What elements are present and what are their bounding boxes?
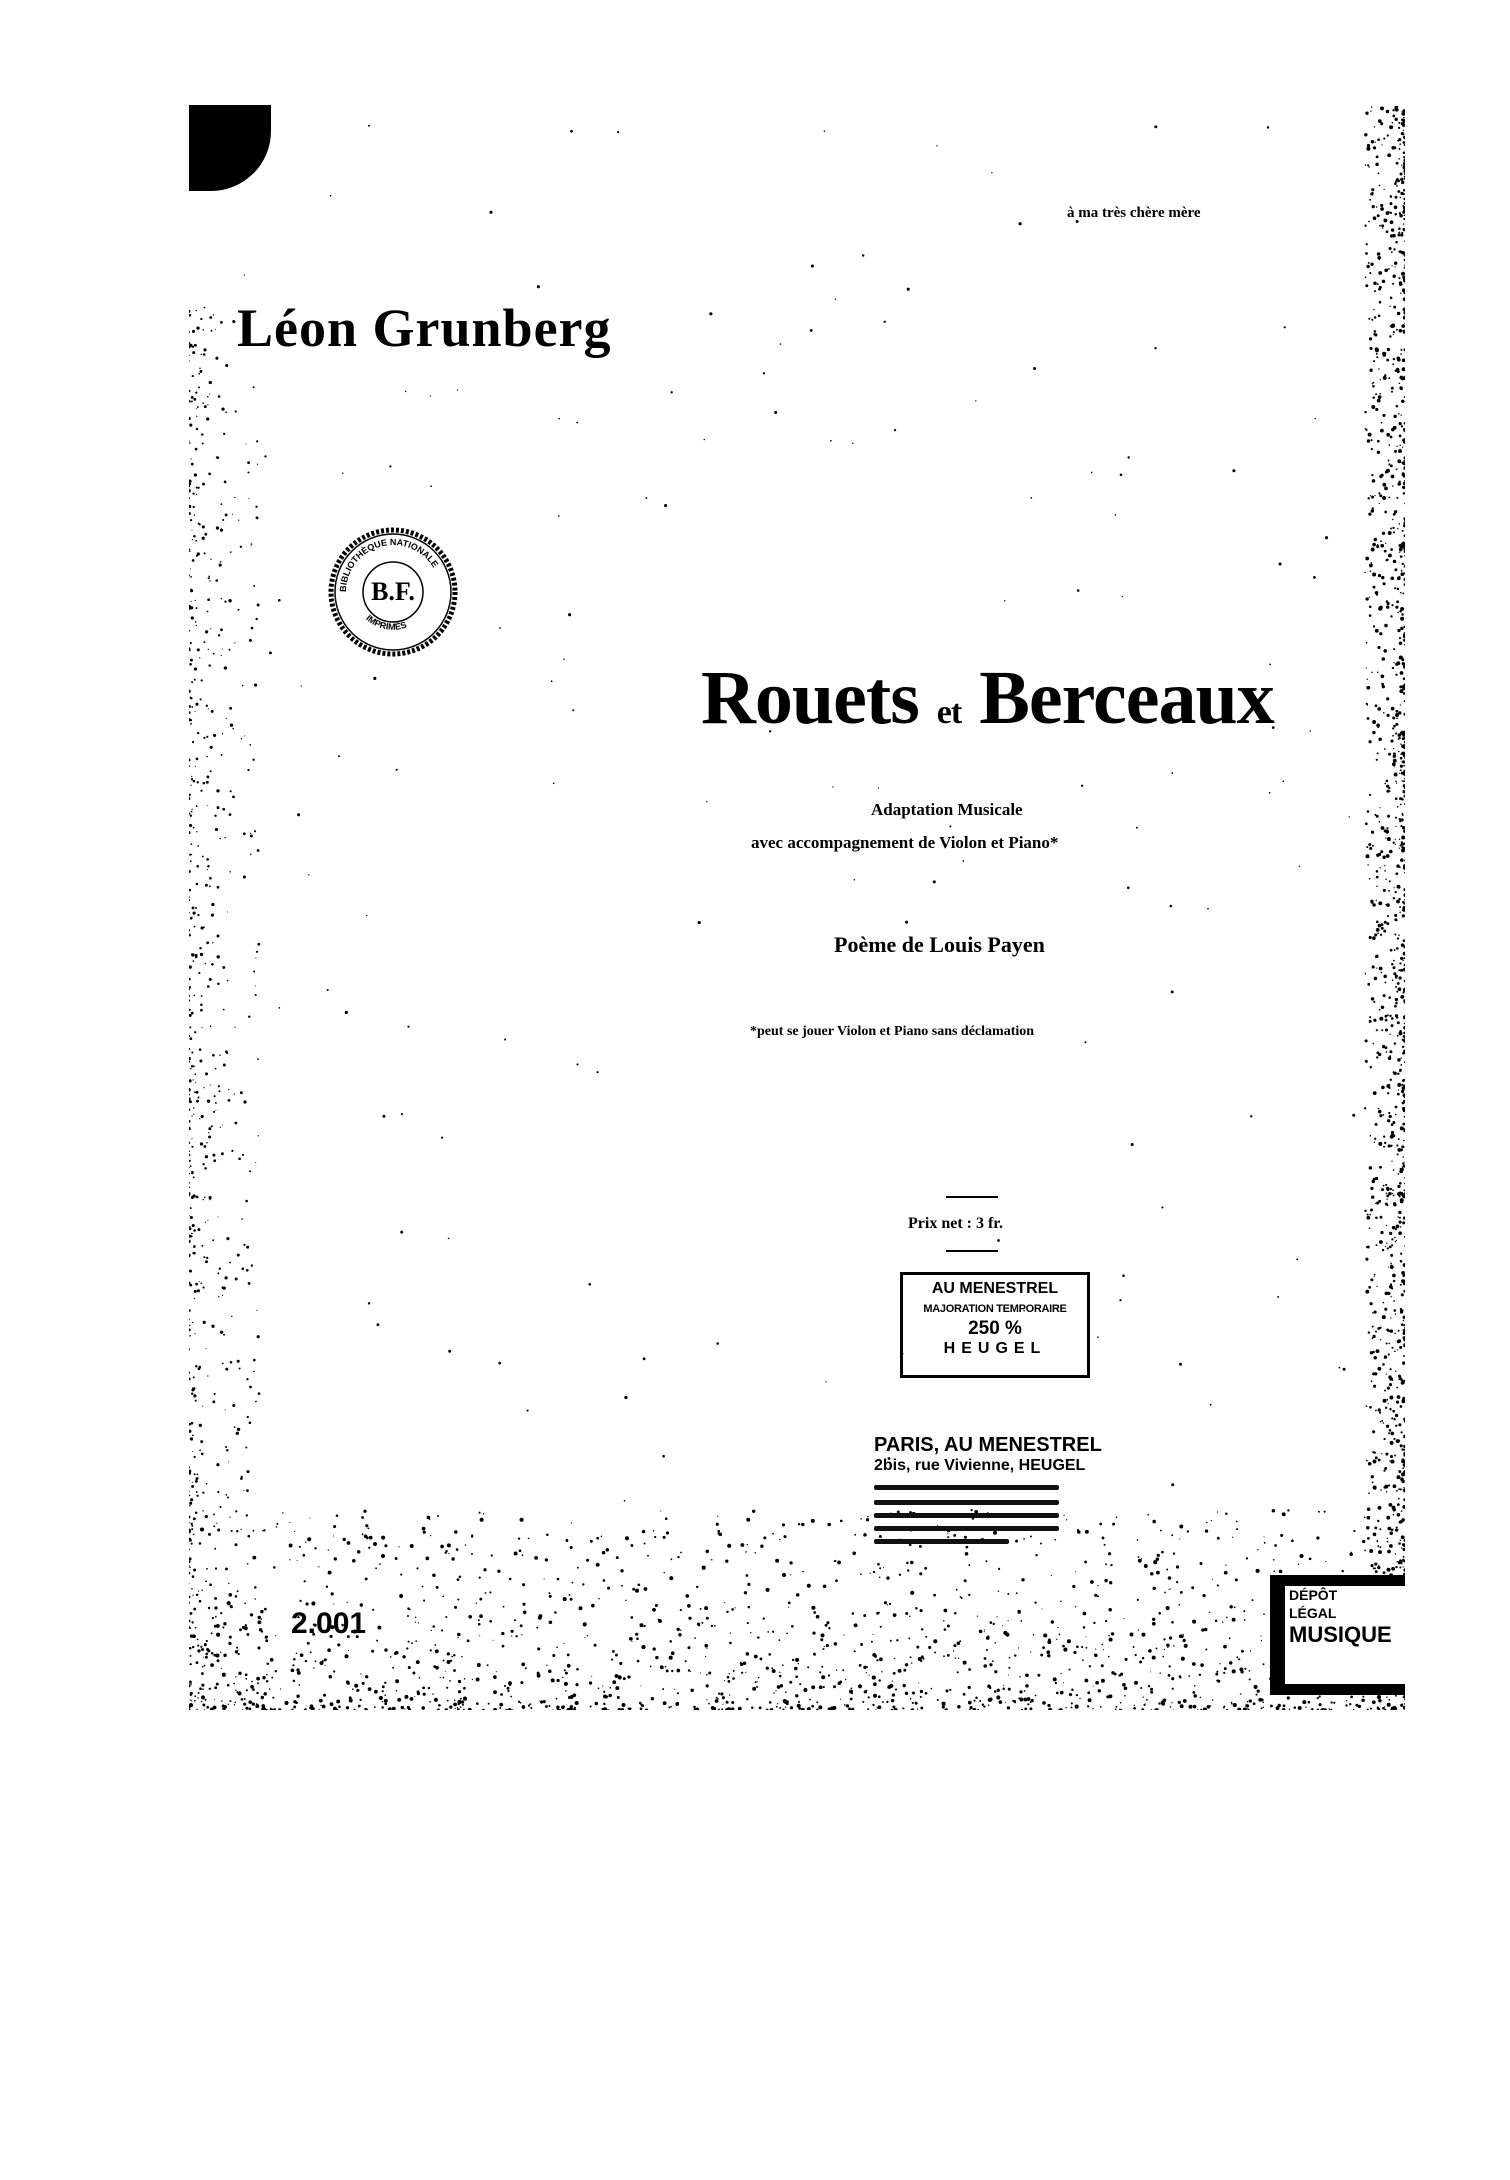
- subtitle-line-1: Adaptation Musicale: [871, 800, 1023, 819]
- deposit-stamp-line-1: DÉPÔT: [1289, 1587, 1338, 1603]
- svg-text:IMPRIMÉS: [364, 613, 408, 632]
- stamp-line-4: HEUGEL: [943, 1340, 1047, 1357]
- seal-center-text: B.F.: [371, 577, 415, 606]
- composer-name: Léon Grunberg: [237, 298, 612, 358]
- price-rule-top: [946, 1196, 998, 1198]
- stamp-line-3: 250 %: [968, 1318, 1022, 1339]
- publisher-line-1: PARIS, AU MENESTREL: [874, 1434, 1102, 1456]
- publisher-fine-print: [874, 1539, 1009, 1544]
- poem-credit: Poème de Louis Payen: [834, 932, 1045, 957]
- dedication: à ma très chère mère: [1067, 205, 1201, 221]
- title-connector: et: [936, 694, 962, 731]
- deposit-stamp-line-3: MUSIQUE: [1289, 1622, 1392, 1647]
- price-surcharge-stamp: [900, 1272, 1090, 1378]
- price-rule-bottom: [946, 1250, 998, 1252]
- bottom-left-mark: 2.001: [291, 1607, 367, 1640]
- publisher-fine-print: [874, 1513, 1059, 1518]
- seal-bottom-text: IMPRIMÉS: [364, 612, 408, 632]
- legal-deposit-stamp: [1270, 1575, 1405, 1695]
- publisher-fine-print: [874, 1485, 1059, 1490]
- deposit-stamp-line-2: LÉGAL: [1289, 1605, 1337, 1621]
- seal-ring-text: BIBLIOTHÈQUE NATIONALE: [337, 536, 441, 593]
- title-part-2: Berceaux: [979, 656, 1274, 740]
- library-seal: [326, 525, 460, 659]
- work-title: [701, 655, 1274, 742]
- stamp-line-2: MAJORATION TEMPORAIRE: [923, 1303, 1067, 1315]
- price: Prix net : 3 fr.: [908, 1215, 1003, 1232]
- publisher-fine-print: [874, 1500, 1059, 1505]
- stamp-line-1: AU MENESTREL: [931, 1280, 1059, 1297]
- title-part-1: Rouets: [701, 656, 919, 740]
- footnote: *peut se jouer Violon et Piano sans déclamation: [750, 1024, 1035, 1039]
- publisher-line-2: 2bis, rue Vivienne, HEUGEL: [874, 1457, 1086, 1474]
- scanned-page: [189, 105, 1405, 1710]
- subtitle-line-2: avec accompagnement de Violon et Piano*: [751, 833, 1059, 852]
- publisher-fine-print: [874, 1526, 1059, 1531]
